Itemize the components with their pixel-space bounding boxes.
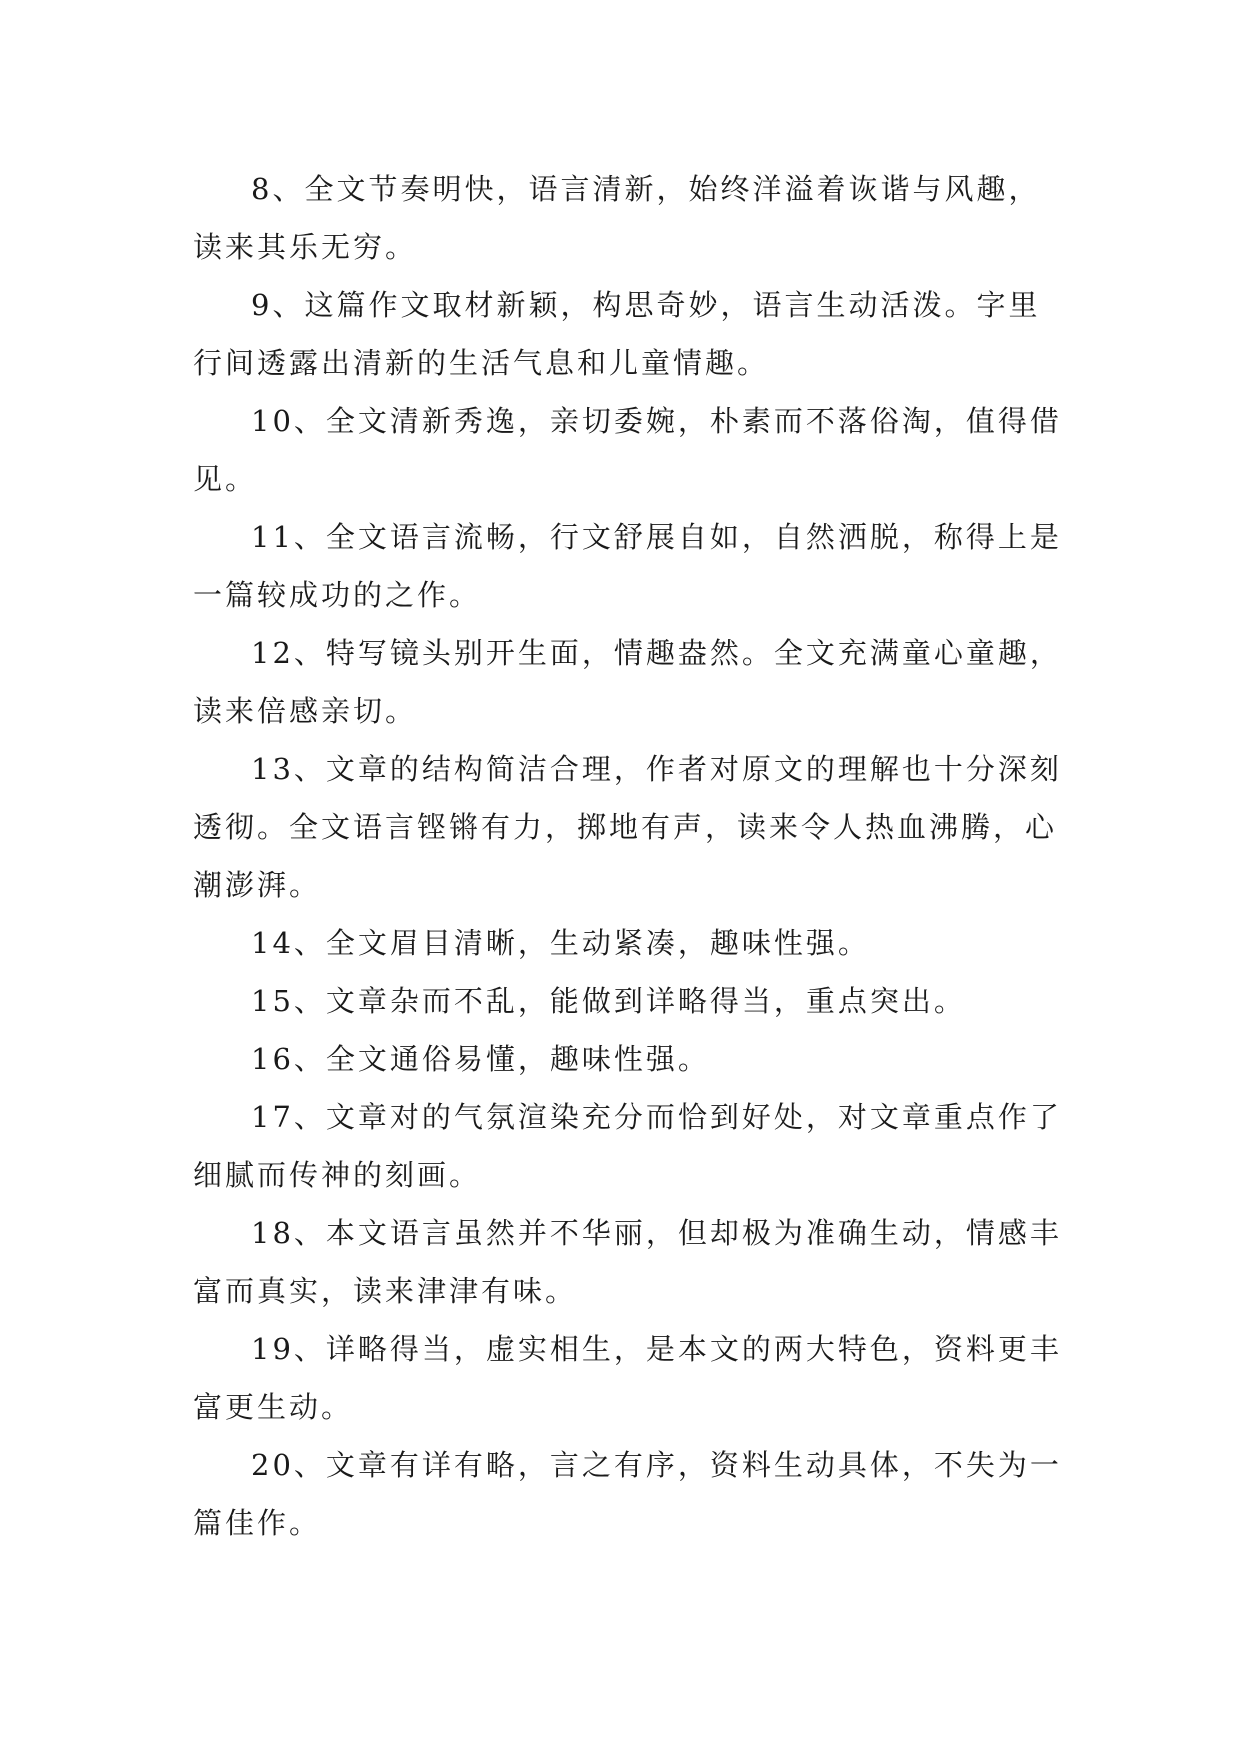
- comment-paragraph-14: 14、全文眉目清晰，生动紧凑，趣味性强。: [251, 926, 870, 960]
- document-body: [193, 160, 1063, 1552]
- comment-paragraph-10: 10、全文清新秀逸，亲切委婉，朴素而不落俗淘，值得借见。: [193, 404, 1062, 496]
- comment-paragraph-9: 9、这篇作文取材新颖，构思奇妙，语言生动活泼。字里行间透露出清新的生活气息和儿童情趣。: [193, 288, 1041, 380]
- comment-paragraph-8: 8、全文节奏明快，语言清新，始终洋溢着诙谐与风趣，读来其乐无穷。: [193, 172, 1041, 264]
- comment-paragraph-17: 17、文章对的气氛渲染充分而恰到好处，对文章重点作了细腻而传神的刻画。: [193, 1100, 1062, 1192]
- comment-paragraph-11: 11、全文语言流畅，行文舒展自如，自然洒脱，称得上是一篇较成功的之作。: [193, 520, 1062, 612]
- comment-paragraph-15: 15、文章杂而不乱，能做到详略得当，重点突出。: [251, 984, 966, 1018]
- comment-paragraph-20: 20、文章有详有略，言之有序，资料生动具体，不失为一篇佳作。: [193, 1448, 1062, 1540]
- comment-paragraph-16: 16、全文通俗易懂，趣味性强。: [251, 1042, 710, 1076]
- comment-paragraph-18: 18、本文语言虽然并不华丽，但却极为准确生动，情感丰富而真实，读来津津有味。: [193, 1216, 1062, 1308]
- comment-paragraph-13: 13、文章的结构简洁合理，作者对原文的理解也十分深刻透彻。全文语言铿锵有力，掷地有声，读来令人热血沸腾，心潮澎湃。: [193, 752, 1062, 902]
- comment-paragraph-12: 12、特写镜头别开生面，情趣盎然。全文充满童心童趣，读来倍感亲切。: [193, 636, 1062, 728]
- comment-paragraph-19: 19、详略得当，虚实相生，是本文的两大特色，资料更丰富更生动。: [193, 1332, 1062, 1424]
